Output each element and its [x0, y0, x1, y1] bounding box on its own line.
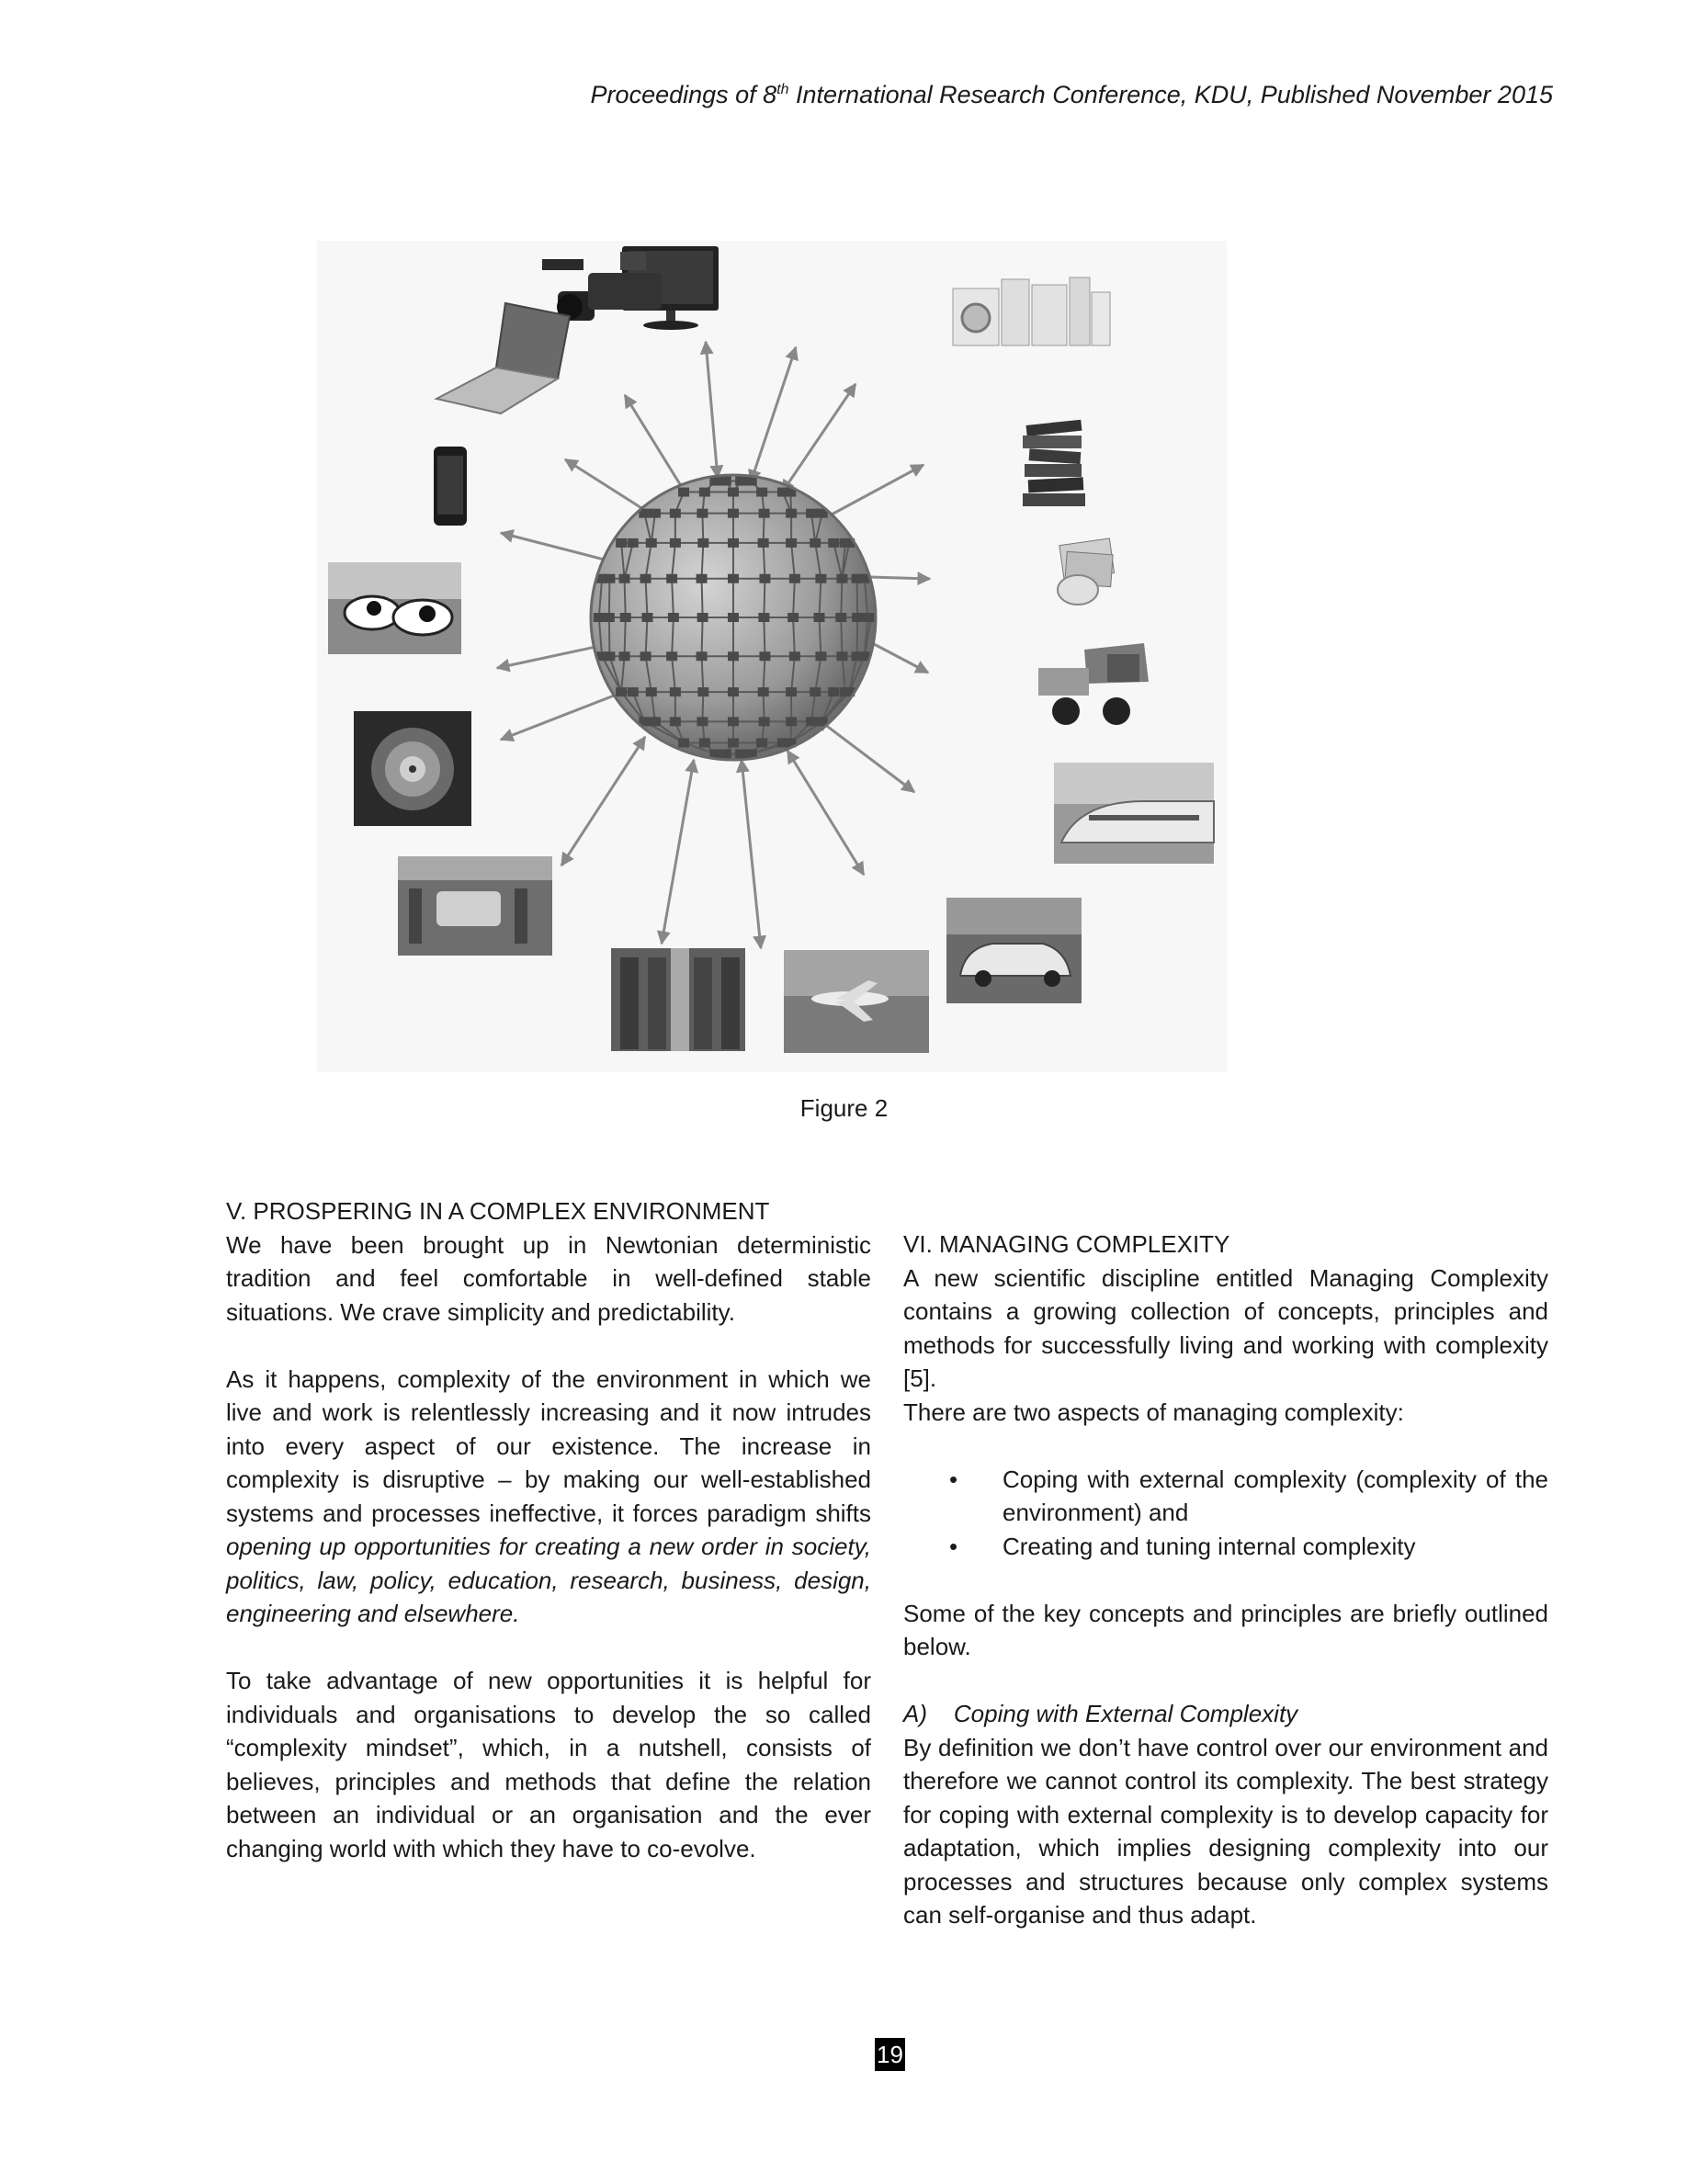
bullet-marker: • [949, 1465, 958, 1493]
list-item-text: Creating and tuning internal complexity [1003, 1532, 1416, 1560]
figure-caption: Figure 2 [799, 1094, 889, 1122]
figure-svg [317, 241, 1227, 1072]
list-item [903, 1463, 1548, 1530]
dump-truck-icon [1038, 643, 1149, 725]
page-number: 19 [875, 2038, 905, 2071]
figure-2-network-diagram [317, 241, 1227, 1072]
bullet-list [903, 1463, 1548, 1564]
network-sphere [591, 475, 877, 760]
section-heading-v: V. PROSPERING IN A COMPLEX ENVIRONMENT [226, 1197, 770, 1225]
right-paragraph-3: Some of the key concepts and principles are briefly outlined below. [903, 1599, 1548, 1660]
newspapers-icon [1058, 538, 1115, 605]
header-suffix: International Research Conference, KDU, Published November 2015 [788, 81, 1553, 108]
cow-icon [328, 562, 461, 654]
hurricane-icon [354, 711, 471, 826]
left-paragraph-2-text: As it happens, complexity of the environment in which we live and work is relentlessly increasing and it now intrudes into every aspect of our existence. The increase in complexity is disruptive – by making our well-established systems and processes ineffective, it forces paradigm shifts [226, 1364, 871, 1527]
header-superscript: th [776, 82, 789, 97]
left-column [226, 1194, 871, 1865]
smartphone-icon [434, 447, 467, 526]
bullet-train-icon [1054, 763, 1214, 864]
warehouse-icon [611, 948, 745, 1051]
running-header [551, 79, 1553, 110]
books-icon [1023, 420, 1085, 506]
list-item-text: Coping with external complexity (complexity of the environment) and [1003, 1465, 1548, 1526]
left-paragraph-2 [226, 1363, 871, 1631]
left-paragraph-3: To take advantage of new opportunities it is helpful for individuals and organisations to develop the so called “complexity mindset”, which, in a nutshell, consists of believes, principles and methods that define the relation between an individual or an organisation and the ever changing world with which they have to co-evolve. [226, 1667, 871, 1862]
right-paragraph-1: A new scientific discipline entitled Managing Complexity contains a growing collection of concepts, principles and methods for successfully living and working with complexity [5]. [903, 1263, 1548, 1392]
car-icon [946, 898, 1082, 1003]
subsection-heading-a: A) Coping with External Complexity [903, 1700, 1298, 1727]
washing-machine-icon [953, 277, 1110, 345]
laptop-icon [436, 303, 570, 413]
section-heading-vi: VI. MANAGING COMPLEXITY [903, 1230, 1230, 1258]
right-paragraph-2: There are two aspects of managing complexity: [903, 1398, 1404, 1426]
left-paragraph-2-italic: opening up opportunities for creating a new order in society, politics, law, policy, education, research, business, design, engineering and elsewhere. [226, 1533, 871, 1627]
header-prefix: Proceedings of 8 [590, 81, 777, 108]
airplane-icon [784, 950, 929, 1053]
bullet-marker: • [949, 1532, 958, 1560]
list-item [903, 1530, 1548, 1564]
right-column [903, 1228, 1548, 1932]
right-paragraph-4: By definition we don’t have control over our environment and therefore we cannot control its complexity. The best strategy for coping with external complexity is to develop capacity for adaptation, which implies designing complexity into our processes and structures because only complex systems can self-organise and thus adapt. [903, 1733, 1548, 1929]
car-factory-icon [398, 856, 552, 956]
left-paragraph-1: We have been brought up in Newtonian deterministic tradition and feel comfortable in well-defined stable situations. We crave simplicity and predictability. [226, 1230, 871, 1326]
